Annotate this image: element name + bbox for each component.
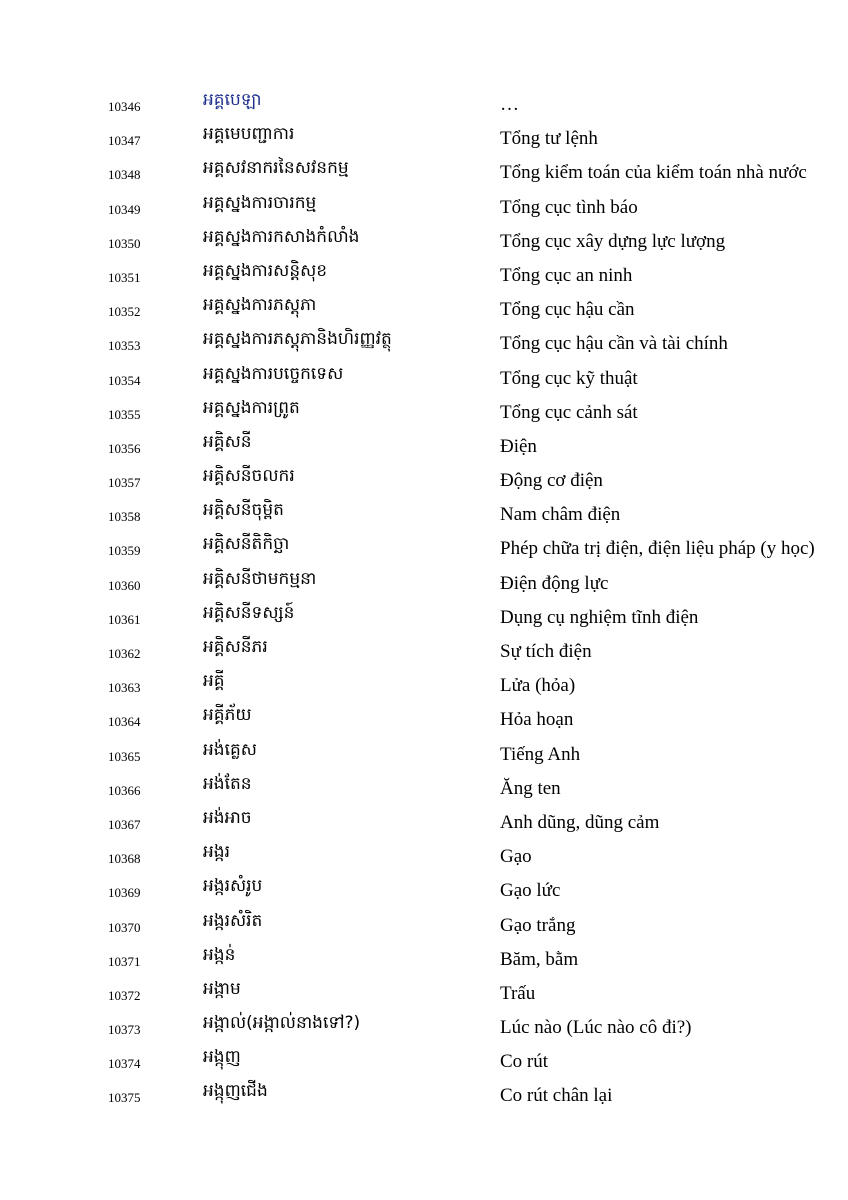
entry-row bbox=[0, 463, 848, 497]
vietnamese-translation: Tổng cục hậu cần bbox=[500, 299, 635, 321]
vietnamese-translation: Tổng cục xây dựng lực lượng bbox=[500, 230, 726, 252]
entry-number: 10367 bbox=[108, 816, 141, 832]
entry-number: 10362 bbox=[108, 646, 141, 661]
khmer-term: អគ្គស្នងការសន្តិសុខ bbox=[203, 260, 328, 281]
vietnamese-translation: … bbox=[500, 94, 519, 115]
vietnamese-translation: Gạo bbox=[500, 846, 532, 868]
vietnamese-translation: Gạo trắng bbox=[500, 914, 576, 936]
khmer-term: អគ្គិសនីតិកិច្ឆា bbox=[203, 534, 290, 555]
vietnamese-translation: Hỏa hoạn bbox=[500, 709, 574, 731]
khmer-term: អង្ករ bbox=[203, 842, 230, 863]
khmer-term: អគ្គិសនីចុម្ពិត bbox=[203, 500, 284, 521]
entry-row bbox=[0, 258, 848, 292]
entry-row bbox=[0, 190, 848, 224]
entry-row bbox=[0, 1010, 848, 1044]
entry-number: 10346 bbox=[108, 99, 141, 114]
entry-number: 10372 bbox=[108, 987, 141, 1003]
khmer-term: អគ្គិសនីទស្សន៍ bbox=[203, 602, 295, 623]
khmer-term: អង្កាម bbox=[203, 978, 241, 999]
khmer-term: អង្ករសំរិត bbox=[203, 910, 263, 931]
entry-number: 10349 bbox=[108, 201, 141, 217]
vietnamese-translation: Tổng cục cảnh sát bbox=[500, 401, 638, 423]
vietnamese-translation: Gạo lức bbox=[500, 880, 561, 902]
khmer-term: អគ្គស្នងការភស្តុភានិងហិរញ្ញវត្ថុ bbox=[203, 329, 392, 350]
vietnamese-translation: Sự tích điện bbox=[500, 641, 592, 662]
entry-number: 10354 bbox=[108, 372, 141, 388]
vietnamese-translation: Phép chữa trị điện, điện liệu pháp (y học) bbox=[500, 538, 815, 560]
khmer-term: អគ្គមេបញ្ជាការ bbox=[203, 124, 295, 145]
vietnamese-translation: Tiếng Anh bbox=[500, 743, 581, 765]
vietnamese-translation: Tổng kiểm toán của kiểm toán nhà nước bbox=[500, 162, 807, 184]
entry-list bbox=[0, 87, 848, 1113]
entry-number: 10350 bbox=[108, 235, 141, 251]
khmer-term: អគ្គីភ័យ bbox=[203, 705, 252, 726]
khmer-term: អគ្គស្នងការចារកម្ម bbox=[203, 192, 317, 213]
entry-row bbox=[0, 121, 848, 155]
entry-row bbox=[0, 634, 848, 668]
entry-row bbox=[0, 497, 848, 531]
entry-row bbox=[0, 873, 848, 907]
entry-row bbox=[0, 702, 848, 736]
vietnamese-translation: Trấu bbox=[500, 982, 536, 1004]
vietnamese-translation: Lửa (hỏa) bbox=[500, 675, 576, 697]
entry-number: 10371 bbox=[108, 953, 141, 969]
khmer-term: អគ្គបេឡា bbox=[203, 90, 262, 110]
khmer-term: អគ្គស្នងការព្រូត bbox=[203, 397, 300, 418]
vietnamese-translation: Tổng tư lệnh bbox=[500, 128, 598, 150]
entry-row bbox=[0, 531, 848, 565]
entry-row bbox=[0, 292, 848, 326]
entry-number: 10356 bbox=[108, 440, 141, 456]
entry-number: 10351 bbox=[108, 269, 141, 285]
entry-number: 10358 bbox=[108, 509, 141, 525]
vietnamese-translation: Co rút chân lại bbox=[500, 1085, 613, 1107]
entry-number: 10361 bbox=[108, 611, 141, 627]
vietnamese-translation: Tổng cục kỹ thuật bbox=[500, 367, 638, 389]
entry-number: 10359 bbox=[108, 543, 141, 559]
khmer-term: អគ្គស្នងការបច្ចេកទេស bbox=[203, 363, 344, 384]
entry-number: 10347 bbox=[108, 133, 141, 149]
vietnamese-translation: Điện bbox=[500, 435, 537, 457]
entry-row bbox=[0, 326, 848, 360]
vietnamese-translation: Điện động lực bbox=[500, 572, 609, 594]
entry-row bbox=[0, 1044, 848, 1078]
vietnamese-translation: Tổng cục hậu cần và tài chính bbox=[500, 333, 728, 355]
entry-number: 10366 bbox=[108, 782, 141, 798]
khmer-term: អង្កាល់(អង្កាល់នាងទៅ?) bbox=[203, 1013, 361, 1034]
entry-row bbox=[0, 361, 848, 395]
entry-number: 10368 bbox=[108, 851, 141, 867]
entry-number: 10352 bbox=[108, 304, 141, 320]
entry-row bbox=[0, 668, 848, 702]
entry-number: 10370 bbox=[108, 919, 141, 935]
vietnamese-translation: Dụng cụ nghiệm tĩnh điện bbox=[500, 606, 699, 628]
khmer-term: អគ្គិសនី bbox=[203, 431, 252, 452]
khmer-term: អង់អាច bbox=[203, 807, 252, 828]
khmer-term: អគ្គិសនីថាមកម្មនា bbox=[203, 568, 317, 589]
vietnamese-translation: Lúc nào (Lúc nào cô đi?) bbox=[500, 1017, 692, 1039]
entry-row bbox=[0, 805, 848, 839]
entry-number: 10373 bbox=[108, 1022, 141, 1038]
entry-row bbox=[0, 1078, 848, 1112]
entry-number: 10363 bbox=[108, 680, 141, 696]
entry-row bbox=[0, 566, 848, 600]
vietnamese-translation: Tổng cục tình báo bbox=[500, 196, 638, 218]
entry-row bbox=[0, 395, 848, 429]
entry-number: 10375 bbox=[108, 1090, 141, 1106]
entry-row bbox=[0, 737, 848, 771]
entry-number: 10360 bbox=[108, 577, 141, 593]
entry-row bbox=[0, 155, 848, 189]
khmer-term: អង់គ្លេស bbox=[203, 739, 257, 760]
vietnamese-translation: Anh dũng, dũng cảm bbox=[500, 811, 660, 833]
khmer-term: អង្កុញជើង bbox=[203, 1081, 268, 1102]
khmer-term: អគ្គី bbox=[203, 671, 225, 692]
vietnamese-translation: Băm, bằm bbox=[500, 948, 579, 970]
vietnamese-translation: Động cơ điện bbox=[500, 470, 603, 492]
khmer-term: អគ្គិសនីភរ bbox=[203, 637, 268, 657]
vietnamese-translation: Ăng ten bbox=[500, 777, 561, 799]
entry-number: 10369 bbox=[108, 885, 141, 901]
khmer-term: អគ្គស្នងការភស្តុភា bbox=[203, 295, 317, 316]
entry-row bbox=[0, 771, 848, 805]
vietnamese-translation: Nam châm điện bbox=[500, 504, 621, 526]
khmer-term: អង្កុញ bbox=[203, 1047, 241, 1068]
entry-number: 10365 bbox=[108, 748, 141, 764]
entry-row bbox=[0, 976, 848, 1010]
khmer-term: អង្កន់ bbox=[203, 944, 236, 965]
entry-row bbox=[0, 224, 848, 258]
entry-number: 10374 bbox=[108, 1056, 141, 1072]
entry-row bbox=[0, 908, 848, 942]
entry-row bbox=[0, 87, 848, 121]
entry-row bbox=[0, 942, 848, 976]
entry-row bbox=[0, 600, 848, 634]
khmer-term: អគ្គិសនីចលករ bbox=[203, 466, 295, 487]
entry-number: 10348 bbox=[108, 167, 141, 183]
entry-number: 10364 bbox=[108, 714, 141, 730]
entry-number: 10357 bbox=[108, 475, 141, 491]
khmer-term: អង្ករសំរូប bbox=[203, 876, 263, 897]
entry-number: 10355 bbox=[108, 406, 141, 422]
entry-row bbox=[0, 429, 848, 463]
vietnamese-translation: Tổng cục an ninh bbox=[500, 264, 633, 286]
khmer-term: អង់តែន bbox=[203, 773, 252, 794]
entry-row bbox=[0, 839, 848, 873]
khmer-term: អគ្គស្នងការកសាងកំលាំង bbox=[203, 226, 360, 247]
khmer-term: អគ្គសវនាករនៃសវនកម្ម bbox=[203, 158, 349, 179]
vietnamese-translation: Co rút bbox=[500, 1051, 549, 1073]
entry-number: 10353 bbox=[108, 338, 141, 354]
